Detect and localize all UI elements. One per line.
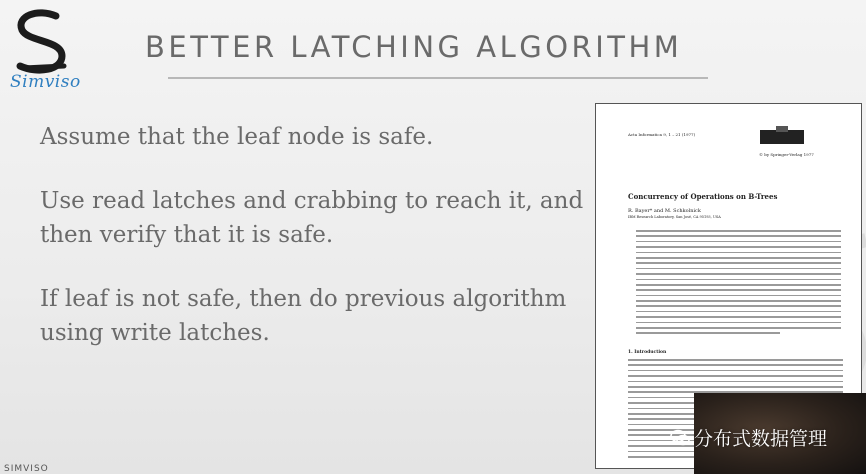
title-divider [168,77,708,79]
paper-affiliation: IBM Research Laboratory, San José, CA 95193, USA [628,215,721,219]
acta-informatica-logo-icon [758,124,808,152]
brand-name: Simviso [10,72,81,92]
paper-title: Concurrency of Operations on B-Trees [628,192,778,201]
bullet-item: Assume that the leaf node is safe. [40,124,434,150]
footer-text: SIMVISO [4,464,49,474]
paper-authors: R. Bayer* and M. Schkolnick [628,208,701,214]
paper-journal: Acta Informatica 9, 1 – 21 (1977) [628,132,696,137]
watermark-text: 分布式数据管理 [694,428,828,450]
bullet-item: Use read latches and crabbing to reach it, and then verify that it is safe. [40,188,584,248]
slide-title: BETTER LATCHING ALGORITHM [145,30,683,64]
bullet-item: If leaf is not safe, then do previous algorithm using write latches. [40,286,567,346]
paper-section-heading: 1. Introduction [628,350,667,355]
paper-copyright: © by Springer-Verlag 1977 [759,152,814,157]
paper-summary-text [636,230,841,338]
wechat-icon [670,429,690,447]
bullet-list [40,120,585,380]
watermark [670,424,827,451]
